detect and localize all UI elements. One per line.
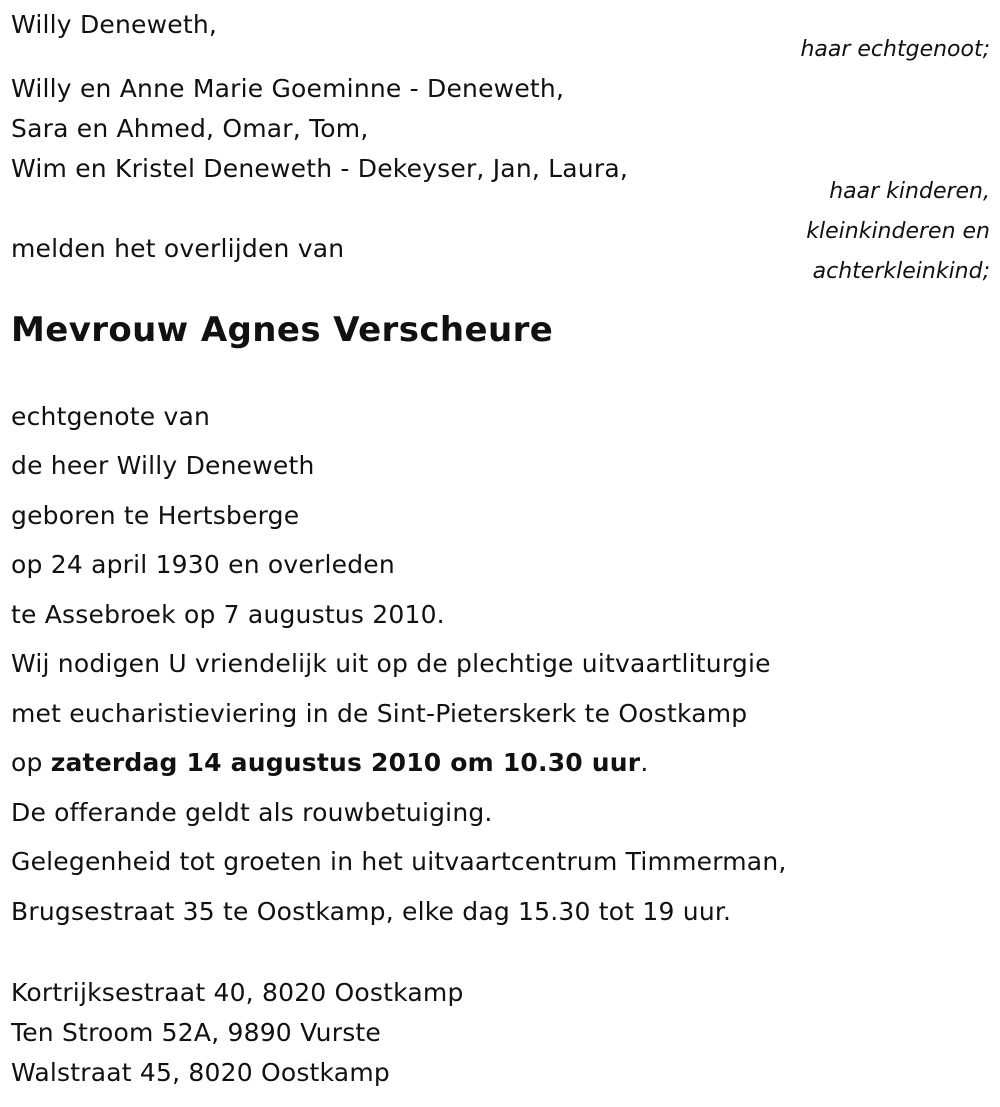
body-line: met eucharistieviering in de Sint-Pieterskerk te Oostkamp: [11, 699, 748, 728]
body-line: Brugsestraat 35 te Oostkamp, elke dag 15.30 tot 19 uur.: [11, 897, 732, 926]
body-line: De offerande geldt als rouwbetuiging.: [11, 798, 493, 827]
body-line: te Assebroek op 7 augustus 2010.: [11, 600, 445, 629]
address-line: Kortrijksestraat 40, 8020 Oostkamp: [11, 978, 464, 1007]
funeral-suffix: .: [640, 748, 649, 777]
body-line: Wij nodigen U vriendelijk uit op de plechtige uitvaartliturgie: [11, 649, 771, 678]
body-line: op 24 april 1930 en overleden: [11, 550, 395, 579]
funeral-prefix: op: [11, 748, 51, 777]
body-line: echtgenote van: [11, 402, 211, 431]
family-line: Wim en Kristel Deneweth - Dekeyser, Jan, Laura,: [11, 154, 628, 183]
funeral-date: zaterdag 14 augustus 2010 om 10.30 uur: [50, 748, 641, 777]
deceased-name: Mevrouw Agnes Verscheure: [11, 310, 554, 350]
spouse-line: Willy Deneweth,: [11, 10, 218, 39]
spouse-role: haar echtgenoot;: [800, 37, 990, 62]
family-line: Sara en Ahmed, Omar, Tom,: [11, 114, 369, 143]
address-line: Ten Stroom 52A, 9890 Vurste: [11, 1018, 381, 1047]
body-line: Gelegenheid tot groeten in het uitvaartcentrum Timmerman,: [11, 847, 787, 876]
family-role: achterkleinkind;: [812, 259, 990, 284]
body-line: de heer Willy Deneweth: [11, 451, 315, 480]
body-line: geboren te Hertsberge: [11, 501, 300, 530]
announce-line: melden het overlijden van: [11, 234, 345, 263]
family-role: haar kinderen,: [829, 179, 990, 204]
address-line: Walstraat 45, 8020 Oostkamp: [11, 1058, 390, 1087]
funeral-date-line: [11, 748, 648, 778]
family-line: Willy en Anne Marie Goeminne - Deneweth,: [11, 74, 565, 103]
family-role: kleinkinderen en: [806, 219, 990, 244]
